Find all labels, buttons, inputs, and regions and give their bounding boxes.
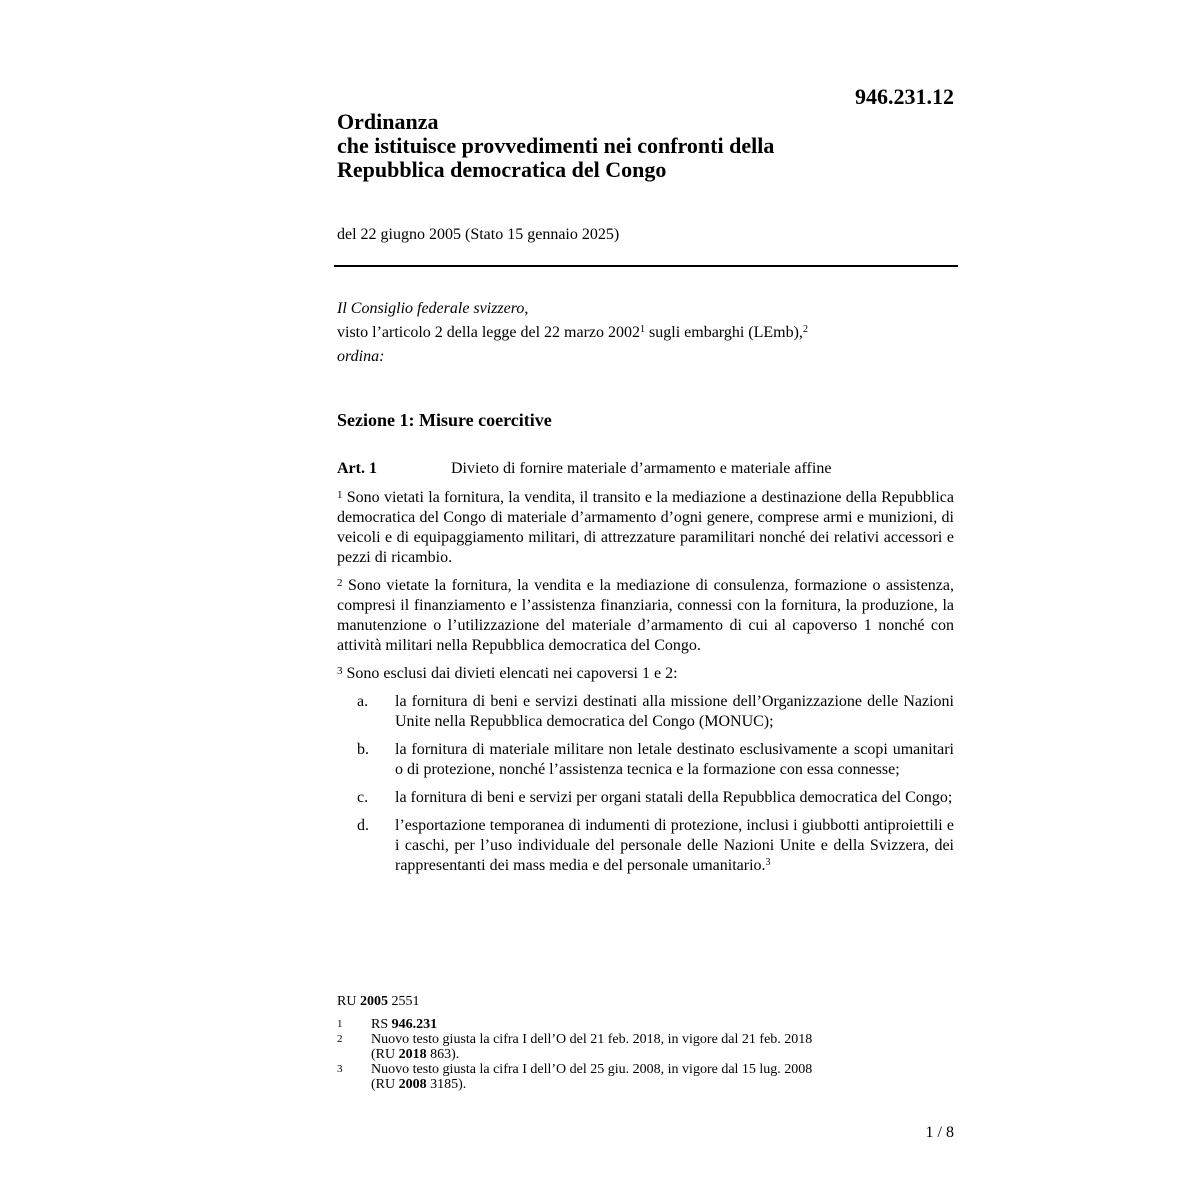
paragraph-text: Sono vietati la fornitura, la vendita, il transito e la mediazione a destinazione della Repubblica democratica del Congo di materiale d’armamento d’ogni genere, comprese armi e munizioni, di veicoli e di equipaggiamento militari, di attrezzature paramilitari nonché dei relativi accessori e pezzi di ricambio.	[337, 489, 954, 566]
paragraph-number: 1	[337, 489, 343, 501]
footnote-1	[337, 1017, 897, 1032]
preamble-basis	[337, 321, 957, 345]
footnote-ref-2[interactable]: 2	[802, 324, 808, 335]
paragraph-text: Sono esclusi dai divieti elencati nei capoversi 1 e 2:	[342, 665, 678, 682]
list-item	[337, 788, 954, 808]
footnote-number: 3	[337, 1063, 343, 1075]
footnote-ref-3[interactable]: 3	[765, 857, 771, 868]
header-divider	[334, 265, 958, 267]
preamble-authority: Il Consiglio federale svizzero,	[337, 300, 529, 317]
section-title: Sezione 1: Misure coercitive	[337, 410, 552, 430]
paragraph-3	[337, 664, 954, 684]
page-title	[337, 110, 957, 182]
footnote-text: RS 946.231	[371, 1017, 438, 1032]
paragraph-2	[337, 576, 954, 656]
article-body	[337, 488, 954, 884]
list-item-label: a.	[357, 693, 369, 710]
exception-list	[337, 692, 954, 876]
footnote-number: 2	[337, 1033, 343, 1045]
document-number: 946.231.12	[855, 84, 954, 109]
title-line-1: Ordinanza	[337, 109, 439, 134]
ru-reference: RU 2005 2551	[337, 994, 420, 1009]
list-item-label: c.	[357, 789, 369, 806]
paragraph-1	[337, 488, 954, 568]
preamble-decree: ordina:	[337, 348, 385, 365]
footnote-ref-1[interactable]: 1	[640, 324, 646, 335]
list-item	[337, 740, 954, 780]
title-line-3: Repubblica democratica del Congo	[337, 157, 667, 182]
footnote-3	[337, 1062, 897, 1092]
list-item-label: d.	[357, 817, 369, 834]
list-item-text: la fornitura di beni e servizi destinati alla missione dell’Organizzazione delle Nazioni Unite nella Repubblica democratica del Congo (MONUC);	[395, 693, 954, 730]
article-number: Art. 1	[337, 460, 377, 477]
article-heading: Divieto di fornire materiale d’armamento e materiale affine	[451, 460, 832, 477]
list-item	[337, 816, 954, 876]
paragraph-text: Sono vietate la fornitura, la vendita e la mediazione di consulenza, formazione o assistenza, compresi il finanziamento e l’assistenza finanziaria, connessi con la fornitura, la produzione, la manutenzione o l’utilizzazione del materiale d’armamento di cui al capoverso 1 nonché con attività militari nella Repubblica democratica del Congo.	[337, 577, 954, 654]
preamble-basis-text-2: sugli embarghi (LEmb),	[645, 324, 803, 341]
footnotes	[337, 994, 897, 1092]
footnote-number: 1	[337, 1018, 343, 1030]
footnote-2	[337, 1032, 897, 1062]
preamble	[337, 297, 957, 369]
list-item-label: b.	[357, 741, 369, 758]
list-item-text: la fornitura di beni e servizi per organi statali della Repubblica democratica del Congo;	[395, 789, 953, 806]
list-item-text: la fornitura di materiale militare non letale destinato esclusivamente a scopi umanitari o di protezione, nonché l’assistenza tecnica e la formazione con essa connesse;	[395, 741, 954, 778]
list-item-text: l’esportazione temporanea di indumenti di protezione, inclusi i giubbotti antiproiettili e i caschi, per l’uso individuale del personale delle Nazioni Unite e della Svizzera, dei rappresentanti dei mass media e del personale umanitario.	[395, 817, 954, 874]
article-header	[337, 460, 957, 478]
preamble-basis-text: visto l’articolo 2 della legge del 22 marzo 2002	[337, 324, 641, 341]
page-indicator: 1 / 8	[925, 1124, 954, 1141]
footnote-text: Nuovo testo giusta la cifra I dell’O del 21 feb. 2018, in vigore dal 21 feb. 2018 (RU 2018 863).	[371, 1032, 813, 1062]
paragraph-number: 3	[337, 665, 343, 677]
list-item	[337, 692, 954, 732]
footnote-text: Nuovo testo giusta la cifra I dell’O del 25 giu. 2008, in vigore dal 15 lug. 2008 (RU 2008 3185).	[371, 1062, 813, 1092]
paragraph-number: 2	[337, 577, 343, 589]
title-line-2: che istituisce provvedimenti nei confronti della	[337, 133, 775, 158]
date-line: del 22 giugno 2005 (Stato 15 gennaio 2025)	[337, 226, 620, 243]
